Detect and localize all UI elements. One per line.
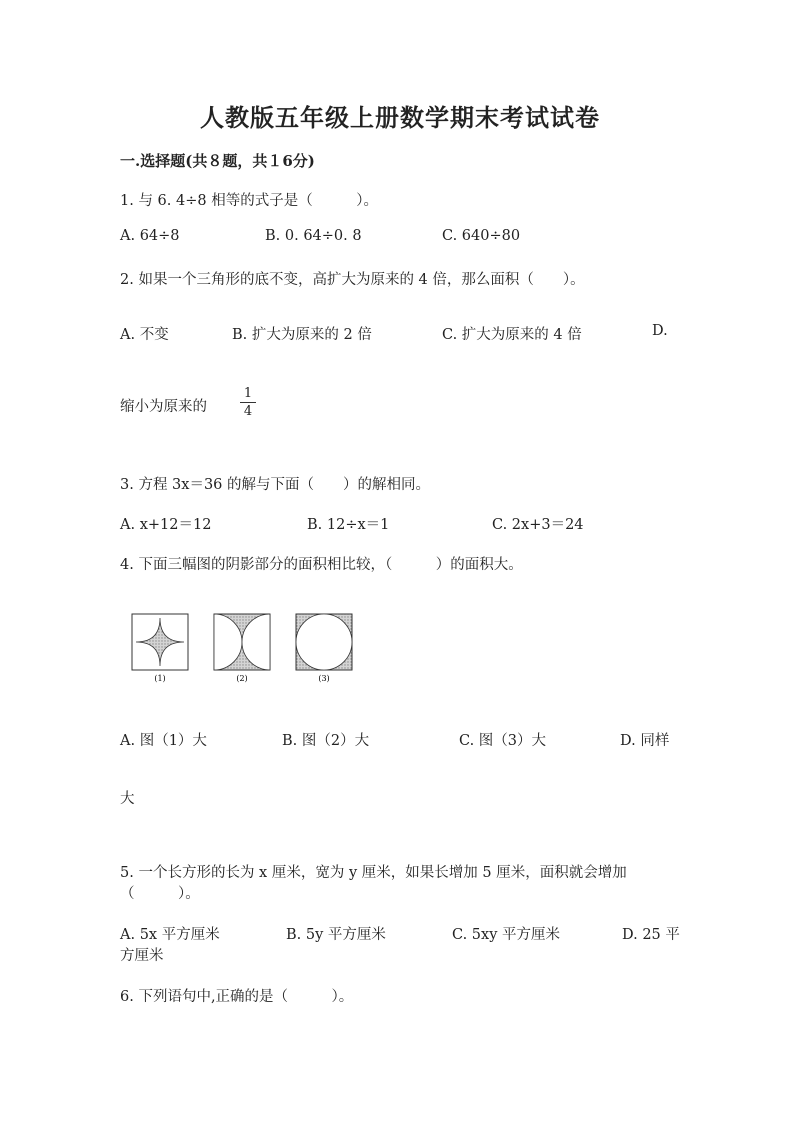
section-heading: 一.选择题(共８题，共１6分): [120, 152, 315, 170]
figure-3: [296, 614, 352, 683]
fraction-numerator: 1: [243, 386, 253, 401]
question-3-option-b: B. 12÷x＝1: [307, 517, 390, 533]
fraction-one-quarter: [240, 386, 256, 419]
question-3-option-c: C. 2x+3＝24: [492, 517, 584, 533]
figure-1-label: (1): [154, 674, 166, 683]
question-1-stem: 1. 与 6. 4÷8 相等的式子是（ ）。: [120, 193, 378, 209]
question-5-option-c: C. 5xy 平方厘米: [452, 927, 560, 943]
question-5-option-d: D. 25 平: [622, 927, 680, 943]
fraction-bar: [240, 402, 256, 403]
fraction-denominator: 4: [243, 404, 253, 419]
question-2-option-d-continued: 缩小为原来的: [120, 399, 207, 415]
figure-2: [214, 614, 270, 683]
question-4-stem: 4. 下面三幅图的阴影部分的面积相比较，（ ）的面积大。: [120, 557, 523, 573]
question-1-option-c: C. 640÷80: [442, 228, 521, 244]
question-4-option-a: A. 图（1）大: [120, 733, 207, 749]
question-5-stem-continued: （ ）。: [120, 886, 200, 902]
question-6-stem: 6. 下列语句中,正确的是（ ）。: [120, 989, 354, 1005]
question-2-option-a: A. 不变: [120, 327, 169, 343]
shaded-area-figures: [128, 610, 368, 690]
question-5-option-a: A. 5x 平方厘米: [120, 927, 220, 943]
figure-1: [132, 614, 188, 683]
question-3-stem: 3. 方程 3x＝36 的解与下面（ ）的解相同。: [120, 477, 431, 493]
figure-2-label: (2): [236, 674, 248, 683]
question-2-stem: 2. 如果一个三角形的底不变，高扩大为原来的 4 倍，那么面积（ ）。: [120, 272, 585, 288]
question-4-option-b: B. 图（2）大: [282, 733, 370, 749]
question-2-option-d: D.: [652, 323, 668, 339]
question-4-option-d: D. 同样: [620, 733, 670, 749]
question-4-option-c: C. 图（3）大: [459, 733, 547, 749]
question-2-option-c: C. 扩大为原来的 4 倍: [442, 327, 582, 343]
question-5-stem: 5. 一个长方形的长为 x 厘米，宽为 y 厘米，如果长增加 5 厘米，面积就会增加: [120, 865, 627, 881]
question-1-option-a: A. 64÷8: [120, 228, 180, 244]
question-1-option-b: B. 0. 64÷0. 8: [265, 228, 362, 244]
question-3-option-a: A. x+12＝12: [120, 517, 212, 533]
figure-3-label: (3): [318, 674, 330, 683]
question-4-option-d-continued: 大: [120, 791, 135, 807]
question-2-option-b: B. 扩大为原来的 2 倍: [232, 327, 372, 343]
page-title: 人教版五年级上册数学期末考试试卷: [200, 103, 600, 132]
question-5-option-b: B. 5y 平方厘米: [286, 927, 386, 943]
question-5-option-d-continued: 方厘米: [120, 948, 164, 964]
